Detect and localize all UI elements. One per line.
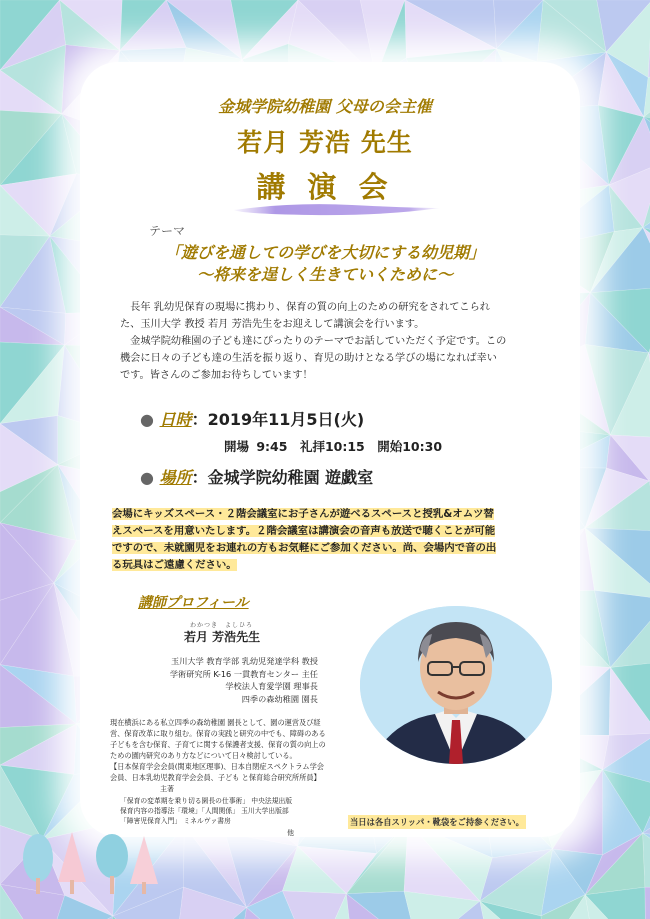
childcare-notice <box>112 506 552 574</box>
date-row <box>140 407 364 430</box>
speaker-titles <box>138 655 318 705</box>
tree-icon <box>130 836 158 894</box>
theme-main: 「遊びを通しての学びを大切にする幼児期」 <box>164 243 485 262</box>
notice-line: る玩具はご遠慮ください。 <box>112 559 237 571</box>
bio-line: 会員、日本乳幼児教育学会会員、子ども と保育総合研究所所員】 <box>110 773 321 782</box>
speaker-portrait-illustration <box>360 606 552 764</box>
title-line: 学校法人育愛学園 理事長 <box>225 681 318 691</box>
title-line: 玉川大学 教育学部 乳幼児発達学科 教授 <box>171 656 318 666</box>
book-item: 「保育の変革期を乗り切る園長の仕事術」 中央法規出版 <box>120 797 293 805</box>
trees-decoration <box>20 828 160 898</box>
organizer-subtitle: 金城学院幼稚園 父母の会主催 <box>218 97 432 116</box>
books-label: 主著 <box>160 785 174 793</box>
title-line: 四季の森幼稚園 園長 <box>241 693 318 704</box>
tree-icon <box>58 832 86 894</box>
bio-line: 現在横浜にある私立四季の森幼稚園 園長として、園の運営及び経 <box>110 718 321 727</box>
date-value: 2019年11月5日(火) <box>207 410 365 429</box>
theme-sub: ～将来を逞しく生きていくために～ <box>196 265 453 284</box>
speaker-bio <box>110 717 340 783</box>
place-row <box>140 465 373 488</box>
background-triangle <box>645 887 650 919</box>
intro-line: た、玉川大学 教授 若月 芳浩先生をお迎えして講演会を行います。 <box>120 319 425 330</box>
event-title: 講 演 会 <box>256 170 394 204</box>
place-value: 金城学院幼稚園 遊戯室 <box>207 468 374 487</box>
book-list <box>120 796 340 826</box>
speaker-name-heading: 若月 芳浩 先生 <box>237 128 413 157</box>
intro-line: です。皆さんのご参加お待ちしています！ <box>120 370 313 381</box>
bullet-icon: ● <box>140 468 154 487</box>
intro-line: 金城学院幼稚園の子ども達にぴったりのテーマでお話していただく予定です。この <box>120 336 507 347</box>
book-item: 保育内容の指導法「環境」「人間関係」 玉川大学出版部 <box>120 807 289 815</box>
notice-line: 会場にキッズスペース・２階会議室にお子さんが遊べるスペースと授乳&オムツ替 <box>112 508 494 520</box>
date-label: 日時 <box>159 410 192 429</box>
title-line: 学術研究所 K-16 一貫教育センター 主任 <box>169 668 318 679</box>
bio-line: 【日本保育学会会員(関東地区理事)、日本自閉症スペクトラム学会 <box>110 762 324 771</box>
books-etc: 他 <box>287 829 294 837</box>
purple-brush-stroke <box>232 200 442 218</box>
time-schedule: 開場 9:45 礼拝10:15 開始10:30 <box>224 439 443 454</box>
slippers-note: 当日は各自スリッパ・靴袋をご持参ください。 <box>350 817 524 827</box>
profile-name: 若月 芳浩先生 <box>184 630 261 644</box>
place-label: 場所 <box>159 468 192 487</box>
book-item: 「障害児保育入門」 ミネルヴァ書房 <box>120 817 231 825</box>
notice-line: ですので、未就園児をお連れの方もお気軽にご参加ください。尚、会場内で音の出 <box>112 542 497 554</box>
theme-label: テーマ <box>149 224 186 238</box>
notice-line: えスペースを用意いたします。２階会議室は講演会の音声も放送で聴くことが可能 <box>112 525 496 537</box>
bio-line: 営、保育改革に取り組む。保育の実践と研究の中でも、障碍のある <box>110 729 326 738</box>
bullet-icon: ● <box>140 410 154 429</box>
date-colon: ： <box>191 410 208 429</box>
tree-icon <box>23 834 53 894</box>
place-colon: ： <box>191 468 208 487</box>
tree-icon <box>96 834 128 894</box>
speaker-photo <box>360 606 552 764</box>
bio-line: ための園内研究のあり方などについて日々検討している。 <box>110 751 297 760</box>
intro-line: 長年 乳幼児保育の現場に携わり、保育の質の向上のための研究をされてこられ <box>120 302 490 313</box>
intro-paragraph <box>120 299 535 384</box>
intro-line: 機会に日々の子ども達の生活を振り返り、育児の助けとなる学びの場になれば幸い <box>120 353 497 364</box>
profile-heading: 講師プロフィール <box>138 595 249 611</box>
name-ruby: わかつき よしひろ <box>190 622 254 629</box>
bio-line: 子どもを含む保育、子育てに関する保護者支援、保育の質の向上の <box>110 740 326 749</box>
